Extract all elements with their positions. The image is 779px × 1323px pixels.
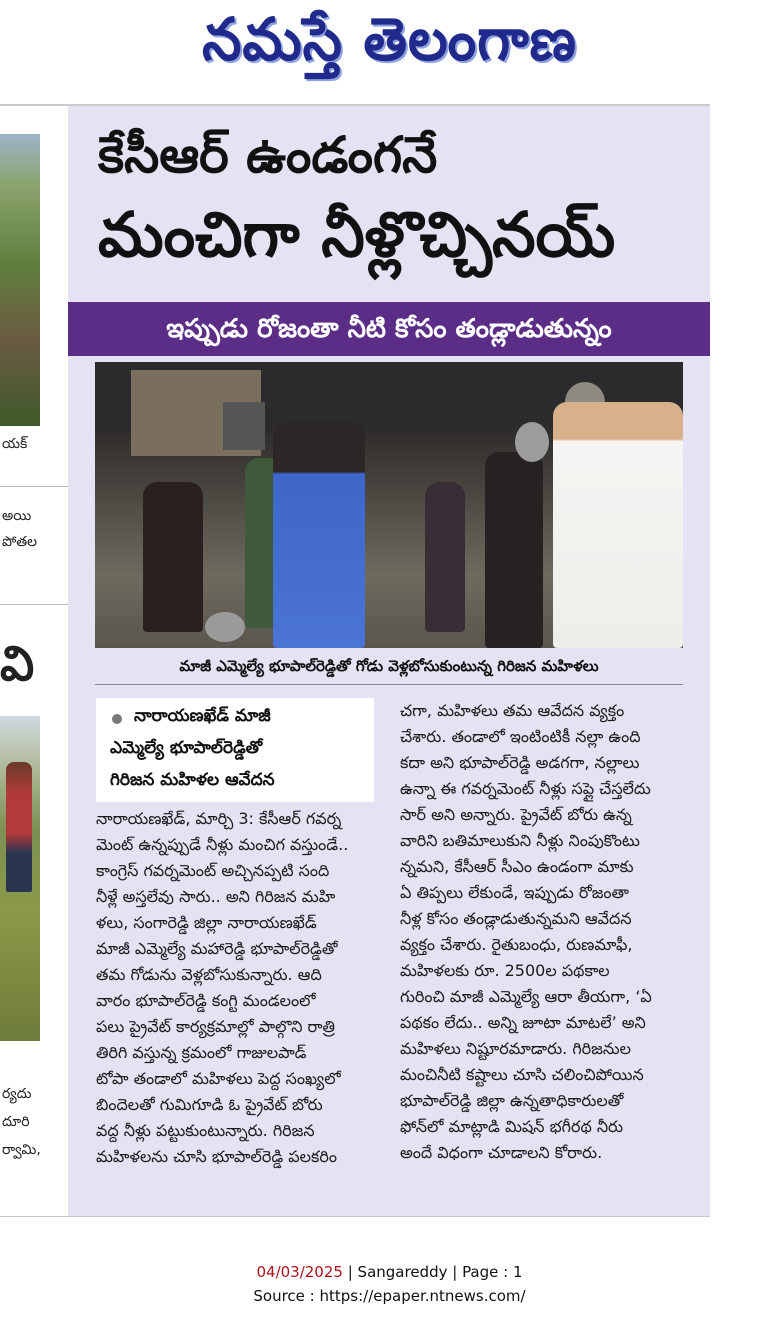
body-line: సార్ అని అన్నారు. ప్రైవేట్ బోరు ఉన్న — [400, 805, 632, 824]
adjacent-text-fragment: పోతల — [2, 534, 38, 550]
headline-line-2: మంచిగా నీళ్లొచ్చినయ్ — [98, 198, 616, 271]
body-line: నీళ్లే అస్తలేవు సారు.. అని గిరిజన మహి — [96, 887, 336, 906]
page-footer — [0, 1260, 779, 1308]
headline-line-1: కేసీఆర్ ఉండంగనే — [98, 126, 438, 184]
body-line: మహిళలను చూసి భూపాల్‌రెడ్డి పలకరిం — [96, 1147, 337, 1166]
highlight-line: గిరిజన మహిళల ఆవేదన — [110, 770, 275, 790]
body-line: న్నమని, కేసీఆర్ సీఎం ఉండంగా మాకు — [400, 857, 634, 876]
subheadline: ఇప్పుడు రోజంతా నీటి కోసం తండ్లాడుతున్నం — [166, 314, 612, 344]
body-line: కాంగ్రెస్ గవర్నమెంట్ అచ్చినప్పటి సంది — [96, 861, 330, 880]
footer-separator: | — [447, 1263, 463, 1281]
body-line: మంచినీటి కష్టాలు చూసి చలించిపోయిన — [400, 1065, 644, 1084]
adjacent-rule — [0, 486, 68, 487]
body-line: మహిళలకు రూ. 2500ల పథకాల — [400, 961, 610, 980]
adjacent-text-fragment: ర్వామి, — [2, 1142, 41, 1158]
adjacent-text-fragment: యక్ — [2, 436, 28, 452]
body-line: బిందెలతో గుమిగూడి ఓ ప్రైవేట్ బోరు — [96, 1095, 323, 1114]
body-line: తిరిగి వస్తున్న క్రమంలో గాజులపాడ్ — [96, 1043, 307, 1062]
body-line: ఉన్నా ఈ గవర్నమెంట్ నీళ్లు సప్లై చేస్తలేదు — [400, 779, 651, 798]
body-line: టోపా తండాలో మహిళలు పెద్ద సంఖ్యలో — [96, 1069, 341, 1088]
adjacent-text-fragment: అయి — [2, 508, 32, 524]
caption-rule — [95, 684, 683, 685]
adjacent-rule — [0, 604, 68, 605]
newspaper-logo: నమస్తే తెలంగాణ — [202, 6, 577, 75]
body-line: తమ గోడును వెళ్లబోసుకున్నారు. ఆది — [96, 965, 322, 984]
photo-woman-figure — [425, 482, 465, 632]
footer-source[interactable]: Source : https://epaper.ntnews.com/ — [253, 1287, 526, 1305]
subheadline-bar — [68, 302, 710, 356]
photo-woman-figure — [143, 482, 203, 632]
footer-meta-line — [0, 1260, 779, 1284]
adjacent-column — [0, 106, 68, 1216]
body-line: నారాయణఖేడ్, మార్చి 3: కేసీఆర్ గవర్న — [96, 809, 342, 828]
footer-separator: | — [342, 1263, 358, 1281]
article-photo — [95, 362, 683, 648]
highlight-line: ఎమ్మెల్యే భూపాల్‌రెడ్డితో — [110, 738, 263, 758]
body-line: చగా, మహిళలు తమ ఆవేదన వ్యక్తం — [400, 701, 625, 720]
body-line: మహిళలు నిష్టూరమాడారు. గిరిజనుల — [400, 1039, 631, 1058]
body-line: కదా అని భూపాల్‌రెడ్డి అడగగా, నల్లాలు — [400, 753, 640, 772]
body-line: వద్ద నీళ్లు పట్టుకుంటున్నారు. గిరిజన — [96, 1121, 315, 1140]
adjacent-headline-glyph: వి — [0, 636, 35, 692]
body-line: చేశారు. తండాలో ఇంటింటికీ నల్లా ఉంది — [400, 727, 641, 746]
adjacent-photo-field — [0, 134, 40, 426]
body-line: భూపాల్‌రెడ్డి జిల్లా ఉన్నతాధికారులతో — [400, 1091, 624, 1110]
photo-gate — [223, 402, 265, 450]
body-line: వ్యక్తం చేశారు. రైతుబంధు, రుణమాఫీ, — [400, 935, 633, 954]
photo-water-pot — [515, 422, 549, 462]
body-column-left — [96, 806, 384, 1170]
body-line: గురించి మాజీ ఎమ్మెల్యే ఆరా తీయగా, ‘ఏ — [400, 987, 652, 1006]
body-line: అందే విధంగా చూడాలని కోరారు. — [400, 1143, 603, 1162]
body-line: ఫోన్‌లో మాట్లాడి మిషన్ భగీరథ నీరు — [400, 1117, 624, 1136]
masthead — [0, 0, 779, 95]
adjacent-photo-person — [6, 762, 32, 892]
footer-date: 04/03/2025 — [256, 1263, 343, 1281]
body-line: ళలు, సంగారెడ్డి జిల్లా నారాయణఖేడ్ — [96, 913, 317, 932]
photo-woman-figure — [485, 452, 543, 648]
body-line: వారిని బతిమాలుకుని నీళ్లు నింపుకొంటు — [400, 831, 640, 850]
adjacent-text-fragment: ర్యదు — [2, 1086, 32, 1102]
body-line: మెంట్ ఉన్నప్పుడే నీళ్లు మంచిగ వస్తుండే.. — [96, 835, 349, 854]
body-line: ఏ తిప్పలు లేకుండే, ఇప్పుడు రోజంతా — [400, 883, 630, 902]
bullet-icon — [112, 714, 122, 724]
body-line: మాజీ ఎమ్మెల్యే మహారెడ్డి భూపాల్‌రెడ్డితో — [96, 939, 338, 958]
photo-water-pot — [205, 612, 245, 642]
highlight-line: నారాయణఖేడ్ మాజీ — [134, 706, 271, 726]
body-line: వారం భూపాల్‌రెడ్డి కంగ్టి మండలంలో — [96, 991, 316, 1010]
body-line: పథకం లేదు.. అన్ని జూటా మాటలే’ అని — [400, 1013, 646, 1032]
footer-page: Page : 1 — [462, 1263, 523, 1281]
photo-caption: మాజీ ఎమ్మెల్యే భూపాల్‌రెడ్డితో గోడు వెళ్లబోసుకుంటున్న గిరిజన మహిళలు — [179, 657, 599, 675]
body-line: పలు ప్రైవేట్ కార్యక్రమాల్లో పాల్గొని రాత్రి — [96, 1017, 336, 1036]
adjacent-text-fragment: దూరి — [2, 1114, 30, 1130]
footer-edition: Sangareddy — [357, 1263, 448, 1281]
article-panel — [68, 106, 710, 1216]
photo-man-white-shirt — [553, 402, 683, 648]
photo-woman-blue-saree — [273, 422, 365, 648]
bottom-divider — [0, 1216, 710, 1217]
body-column-right — [400, 698, 690, 1166]
body-line: నీళ్ల కోసం తండ్లాడుతున్నమని ఆవేదన — [400, 909, 632, 928]
highlight-box — [96, 698, 374, 802]
